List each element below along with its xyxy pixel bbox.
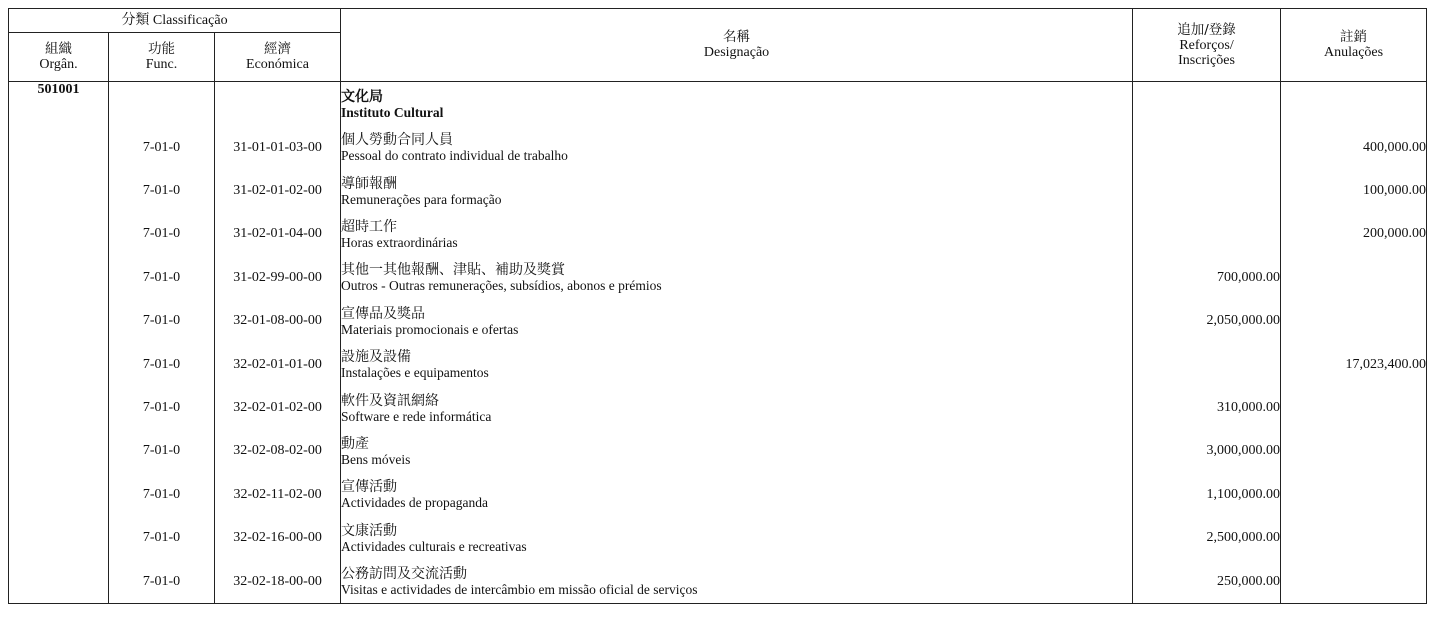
organic-code: [9, 213, 109, 256]
annul-header-pt: Anulações: [1323, 45, 1384, 60]
designation-header-pt: Designação: [703, 45, 770, 60]
designation-cn: 個人勞動合同人員: [341, 132, 454, 149]
table-row: [9, 256, 1427, 299]
organic-header-cn: 組織: [45, 41, 72, 57]
designation-cell: [341, 343, 1133, 386]
functional-code: 7-01-0: [109, 386, 215, 429]
increase-header: [1133, 9, 1281, 82]
designation-cn: 設施及設備: [341, 349, 412, 366]
increase-amount: 3,000,000.00: [1133, 430, 1281, 473]
functional-code: 7-01-0: [109, 169, 215, 212]
functional-code: 7-01-0: [109, 213, 215, 256]
designation-pt: Instalações e equipamentos: [341, 365, 489, 381]
organic-code: [9, 343, 109, 386]
table-body: [9, 82, 1427, 604]
economic-code: [215, 82, 341, 127]
table-row: [9, 473, 1427, 516]
economic-code: 32-02-01-02-00: [215, 386, 341, 429]
annul-amount: 200,000.00: [1281, 213, 1427, 256]
functional-code: [109, 82, 215, 127]
designation-cn: 軟件及資訊網絡: [341, 392, 440, 409]
designation-cell: [341, 300, 1133, 343]
economic-code: 32-02-16-00-00: [215, 517, 341, 560]
designation-cell: [341, 560, 1133, 604]
designation-cn: 宣傳活動: [341, 479, 398, 496]
designation-cell: [341, 430, 1133, 473]
designation-header-cn: 名稱: [723, 29, 751, 45]
classification-header: 分類 Classificação: [9, 9, 341, 33]
functional-header-cn: 功能: [148, 41, 175, 57]
functional-code: 7-01-0: [109, 560, 215, 604]
table-row: [9, 213, 1427, 256]
increase-amount: [1133, 213, 1281, 256]
increase-amount: [1133, 343, 1281, 386]
designation-pt: Materiais promocionais e ofertas: [341, 321, 519, 337]
table-row: [9, 300, 1427, 343]
functional-code: 7-01-0: [109, 473, 215, 516]
functional-code: 7-01-0: [109, 517, 215, 560]
designation-cn: 動產: [341, 435, 370, 452]
organic-code: [9, 256, 109, 299]
organic-code: [9, 300, 109, 343]
increase-amount: 310,000.00: [1133, 386, 1281, 429]
annul-amount: [1281, 386, 1427, 429]
functional-code: 7-01-0: [109, 430, 215, 473]
designation-pt: Software e rede informática: [341, 408, 492, 424]
designation-pt: Horas extraordinárias: [341, 234, 458, 250]
organic-code: [9, 126, 109, 169]
increase-header-cn: 追加/登錄: [1177, 21, 1236, 38]
functional-header-pt: Func.: [145, 57, 178, 72]
annul-amount: [1281, 430, 1427, 473]
designation-pt: Actividades culturais e recreativas: [341, 538, 527, 554]
designation-pt: Instituto Cultural: [341, 104, 444, 120]
economic-code: 31-02-01-04-00: [215, 213, 341, 256]
budget-table: [8, 8, 1427, 604]
functional-code: 7-01-0: [109, 256, 215, 299]
annul-amount: [1281, 473, 1427, 516]
annul-amount: 17,023,400.00: [1281, 343, 1427, 386]
economic-header-pt: Económica: [246, 57, 309, 72]
designation-cell: [341, 82, 1133, 127]
annul-amount: [1281, 517, 1427, 560]
functional-header: [109, 33, 215, 82]
increase-amount: 1,100,000.00: [1133, 473, 1281, 516]
table-row: [9, 430, 1427, 473]
table-row: [9, 517, 1427, 560]
designation-pt: Bens móveis: [341, 451, 411, 467]
increase-amount: [1133, 126, 1281, 169]
table-row: [9, 343, 1427, 386]
annul-amount: 400,000.00: [1281, 126, 1427, 169]
functional-code: 7-01-0: [109, 300, 215, 343]
designation-cell: [341, 169, 1133, 212]
designation-cn: 文康活動: [341, 522, 398, 539]
economic-header-cn: 經濟: [264, 41, 292, 57]
functional-code: 7-01-0: [109, 126, 215, 169]
annul-amount: [1281, 560, 1427, 604]
increase-amount: [1133, 82, 1281, 127]
annul-amount: [1281, 82, 1427, 127]
organic-code: [9, 169, 109, 212]
economic-code: 31-01-01-03-00: [215, 126, 341, 169]
organic-code: [9, 560, 109, 604]
designation-cn: 宣傳品及獎品: [341, 305, 426, 322]
economic-code: 32-02-08-02-00: [215, 430, 341, 473]
table-row: [9, 126, 1427, 169]
annul-amount: [1281, 256, 1427, 299]
designation-cell: [341, 386, 1133, 429]
increase-amount: 700,000.00: [1133, 256, 1281, 299]
designation-pt: Pessoal do contrato individual de trabalho: [341, 148, 568, 164]
designation-cn: 其他一其他報酬、津貼、補助及獎賞: [341, 262, 566, 279]
increase-amount: 2,050,000.00: [1133, 300, 1281, 343]
designation-pt: Visitas e actividades de intercâmbio em missão oficial de serviços: [341, 582, 698, 598]
increase-amount: 2,500,000.00: [1133, 517, 1281, 560]
economic-code: 32-02-11-02-00: [215, 473, 341, 516]
economic-code: 31-02-01-02-00: [215, 169, 341, 212]
organic-code: [9, 473, 109, 516]
annul-header-cn: 註銷: [1340, 29, 1368, 45]
designation-cell: [341, 473, 1133, 516]
increase-amount: [1133, 169, 1281, 212]
designation-header: [341, 9, 1133, 82]
organic-code: [9, 517, 109, 560]
table-row: [9, 82, 1427, 127]
designation-cell: [341, 256, 1133, 299]
economic-code: 31-02-99-00-00: [215, 256, 341, 299]
designation-cn: 導師報酬: [341, 175, 398, 192]
organic-header: [9, 33, 109, 82]
annul-amount: 100,000.00: [1281, 169, 1427, 212]
designation-cell: [341, 126, 1133, 169]
designation-cell: [341, 213, 1133, 256]
annul-header: [1281, 9, 1427, 82]
functional-code: 7-01-0: [109, 343, 215, 386]
organic-header-pt: Orgân.: [39, 57, 78, 72]
designation-cn: 超時工作: [341, 218, 398, 235]
designation-cell: [341, 517, 1133, 560]
designation-pt: Outros - Outras remunerações, subsídios, abonos e prémios: [341, 278, 662, 294]
designation-cn: 文化局: [341, 88, 384, 105]
designation-cn: 公務訪問及交流活動: [341, 566, 468, 583]
increase-header-pt: Reforços/ Inscrições: [1178, 37, 1235, 68]
table-row: [9, 169, 1427, 212]
increase-amount: 250,000.00: [1133, 560, 1281, 604]
annul-amount: [1281, 300, 1427, 343]
designation-pt: Actividades de propaganda: [341, 495, 488, 511]
table-row: [9, 386, 1427, 429]
organic-code: 501001: [9, 82, 109, 127]
economic-code: 32-01-08-00-00: [215, 300, 341, 343]
designation-pt: Remunerações para formação: [341, 191, 502, 207]
economic-code: 32-02-01-01-00: [215, 343, 341, 386]
organic-code: [9, 386, 109, 429]
table-row: [9, 560, 1427, 604]
economic-header: [215, 33, 341, 82]
organic-code: [9, 430, 109, 473]
economic-code: 32-02-18-00-00: [215, 560, 341, 604]
